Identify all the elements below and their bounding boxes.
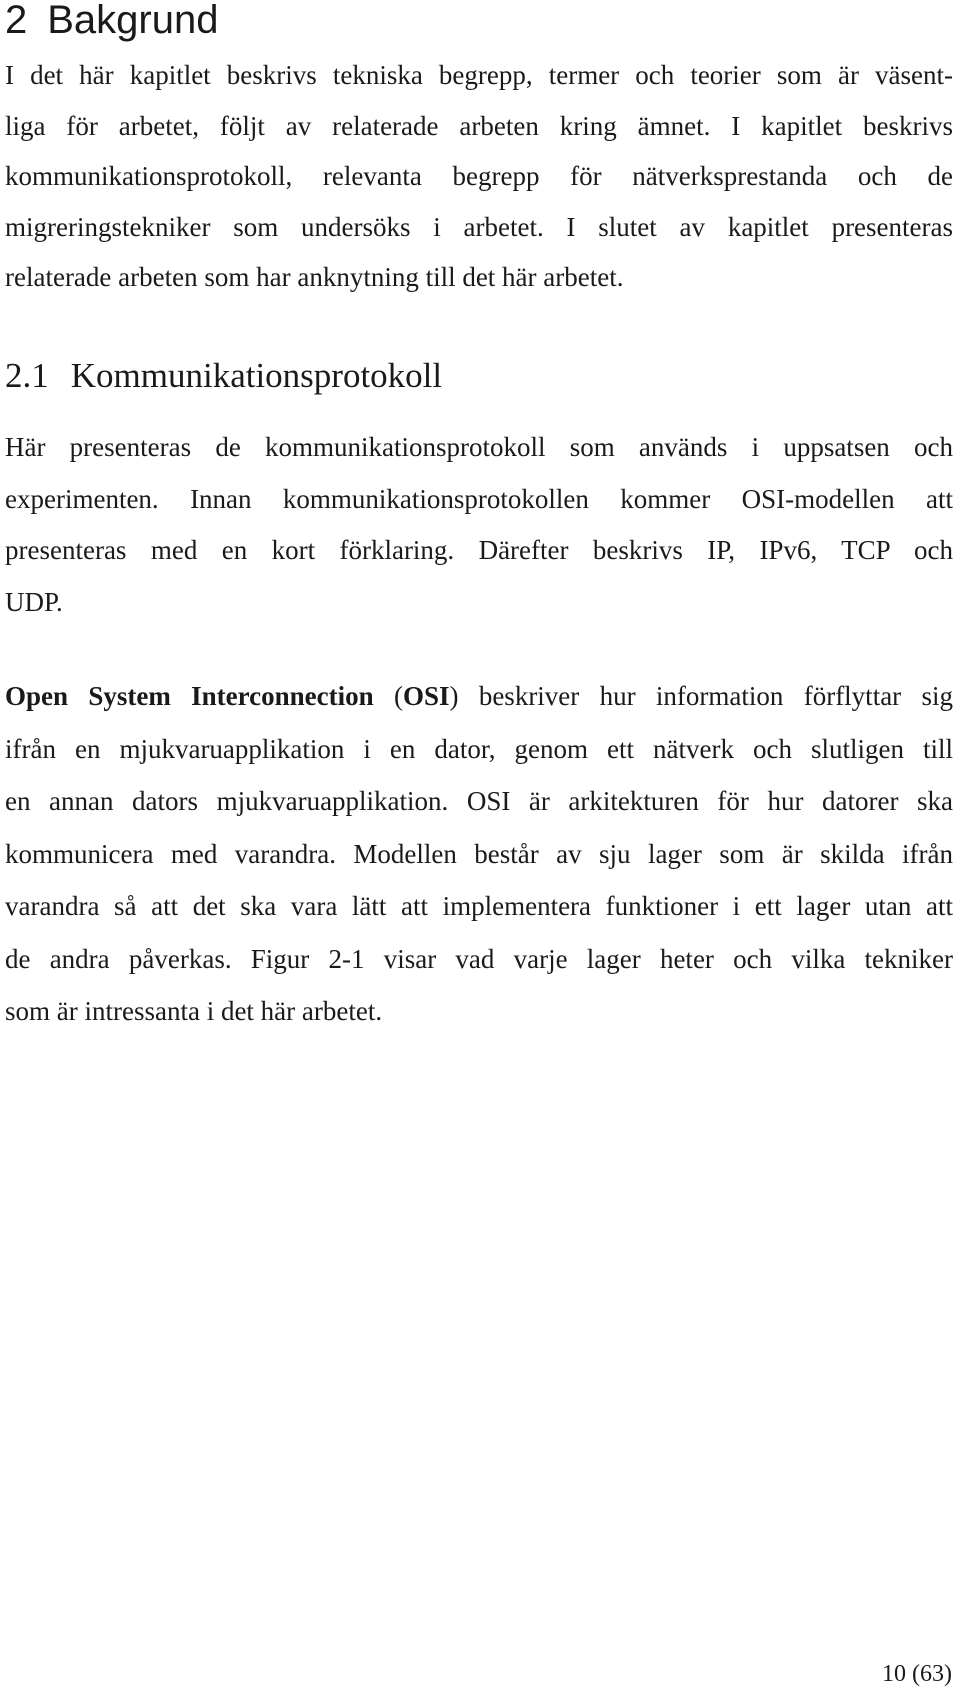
text-line: som är intressanta i det här arbetet. [5, 996, 383, 1026]
osi-abbr: OSI [402, 681, 450, 711]
page-number: 10 (63) [882, 1661, 952, 1687]
section-number: 2.1 [5, 356, 49, 395]
text-line: varandra så att det ska vara lätt att implementera funktioner i ett lager utan att [5, 891, 953, 921]
text-line: kommunikationsprotokoll, relevanta begrepp för nätverksprestanda och de [5, 161, 953, 191]
text-line: presenteras med en kort förklaring. Därefter beskrivs IP, IPv6, TCP och [5, 535, 953, 565]
text-line: liga för arbetet, följt av relaterade arbeten kring ämnet. I kapitlet beskrivs [5, 110, 953, 141]
osi-term: Open System Interconnection [5, 681, 374, 711]
text-line: relaterade arbeten som har anknytning till det här arbetet. [5, 262, 624, 292]
chapter-title: Bakgrund [47, 0, 219, 42]
section-title: Kommunikationsprotokoll [70, 356, 443, 395]
text-line: I det här kapitlet beskrivs tekniska begrepp, termer och teorier som är väsent- [5, 60, 953, 90]
section-paragraph [5, 422, 953, 628]
text-line: de andra påverkas. Figur 2-1 visar vad varje lager heter och vilka tekniker [5, 943, 953, 974]
text-line: experimenten. Innan kommunikationsprotokollen kommer OSI-modellen att [5, 483, 953, 514]
osi-line-rest: beskriver hur information förflyttar sig [458, 681, 953, 711]
osi-paragraph [5, 670, 953, 1038]
text-line: Här presenteras de kommunikationsprotokoll som används i uppsatsen och [5, 432, 953, 462]
text-line: UDP. [5, 586, 63, 617]
osi-abbr-open: ( [393, 681, 403, 711]
text-line: en annan dators mjukvaruapplikation. OSI är arkitekturen för hur datorer ska [5, 786, 953, 816]
chapter-heading [5, 0, 218, 42]
osi-abbr-close: ) [449, 681, 459, 711]
text-line: kommunicera med varandra. Modellen består av sju lager som är skilda ifrån [5, 838, 953, 869]
text-line [5, 670, 953, 723]
section-heading [5, 356, 442, 396]
intro-paragraph [5, 50, 953, 303]
text-line: ifrån en mjukvaruapplikation i en dator, genom ett nätverk och slutligen till [5, 733, 953, 764]
chapter-number: 2 [5, 0, 28, 42]
text-line: migreringstekniker som undersöks i arbetet. I slutet av kapitlet presenteras [5, 211, 953, 242]
